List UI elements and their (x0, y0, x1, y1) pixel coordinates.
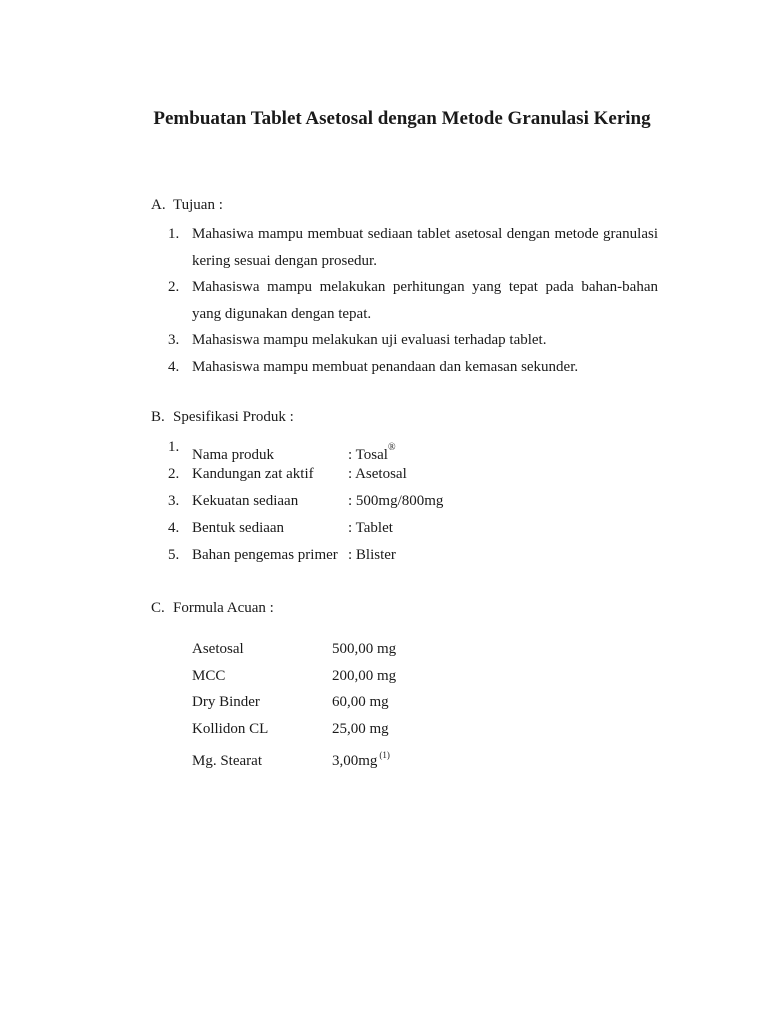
ingredient-name: Mg. Stearat (192, 753, 262, 769)
list-number: 4. (168, 520, 180, 536)
section-b-letter: B. (151, 409, 165, 425)
section-c-heading (151, 600, 274, 617)
objectives-list (168, 221, 658, 380)
section-a-title: Tujuan : (173, 197, 223, 213)
list-item (168, 461, 658, 488)
formula-row (192, 742, 396, 769)
list-number: 3. (168, 332, 180, 348)
spec-value: : 500mg/800mg (348, 493, 444, 509)
list-number: 4. (168, 358, 180, 375)
list-item (168, 274, 658, 327)
ingredient-amount: 25,00 mg (332, 720, 389, 737)
section-b-heading (151, 409, 294, 426)
list-text: Mahasiwa mampu membuat sediaan tablet asetosal dengan metode granulasi kering sesuai dengan prosedur. (192, 226, 658, 269)
list-number: 2. (168, 279, 180, 295)
spec-label: Nama produk (192, 447, 275, 463)
ingredient-amount: 60,00 mg (332, 694, 389, 710)
ingredient-name: Asetosal (192, 641, 244, 657)
section-a-heading (151, 197, 223, 214)
list-item (168, 327, 658, 354)
ingredient-amount: 200,00 mg (332, 667, 397, 684)
reference-mark: (1) (379, 750, 390, 760)
spec-value: : Asetosal (348, 466, 407, 482)
formula-row (192, 716, 396, 743)
ingredient-amount: 3,00mg (332, 753, 378, 769)
list-item (168, 488, 658, 515)
ingredient-name: Kollidon CL (192, 720, 269, 737)
formula-row (192, 663, 396, 690)
spec-value: : Blister (348, 547, 396, 563)
list-item (168, 515, 658, 542)
list-number: 1. (168, 226, 180, 242)
document-title: Pembuatan Tablet Asetosal dengan Metode Granulasi Kering (153, 108, 651, 129)
section-b-title: Spesifikasi Produk : (173, 409, 294, 425)
formula-row (192, 689, 396, 716)
spec-label: Kekuatan sediaan (192, 493, 299, 509)
specification-list (168, 434, 658, 569)
list-text: Mahasiswa mampu membuat penandaan dan kemasan sekunder. (192, 358, 579, 375)
list-text: Mahasiswa mampu melakukan uji evaluasi terhadap tablet. (192, 332, 547, 348)
list-number: 5. (168, 547, 180, 563)
spec-value: : Tablet (348, 520, 393, 536)
list-text: Mahasiswa mampu melakukan perhitungan yang tepat pada bahan-bahan yang digunakan dengan tepat. (192, 279, 658, 322)
list-item (168, 542, 658, 569)
list-item (168, 221, 658, 274)
ingredient-amount: 500,00 mg (332, 641, 397, 657)
spec-label: Bentuk sediaan (192, 520, 285, 536)
ingredient-name: MCC (192, 667, 226, 684)
spec-value: : Tosal (348, 447, 388, 463)
section-a-letter: A. (151, 197, 166, 213)
list-number: 3. (168, 493, 180, 509)
spec-label: Bahan pengemas primer (192, 547, 338, 563)
formula-table (192, 636, 396, 769)
spec-label: Kandungan zat aktif (192, 466, 314, 482)
list-item (168, 354, 658, 381)
registered-mark: ® (387, 442, 396, 453)
list-number: 1. (168, 439, 180, 455)
list-number: 2. (168, 466, 180, 482)
section-c-title: Formula Acuan : (173, 600, 274, 616)
section-c-letter: C. (151, 600, 165, 616)
ingredient-name: Dry Binder (192, 694, 260, 710)
formula-row (192, 636, 396, 663)
list-item (168, 434, 658, 461)
